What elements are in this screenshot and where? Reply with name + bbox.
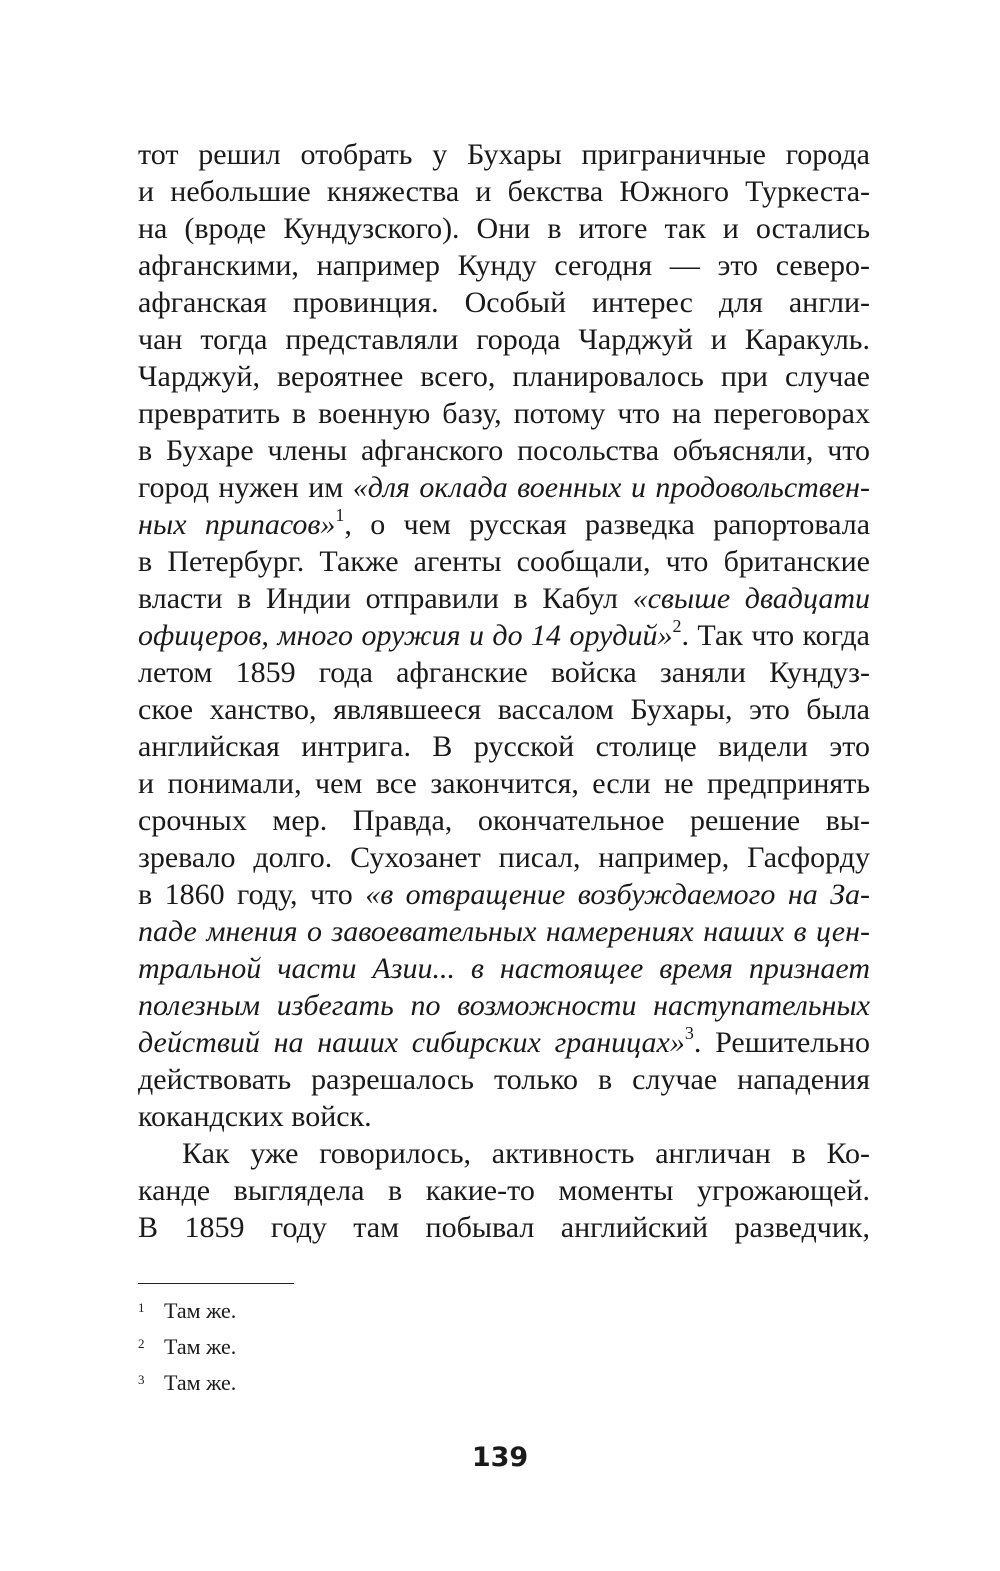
- text-line: [138, 987, 870, 1024]
- page-number: 139: [471, 1442, 529, 1473]
- text-run: кокандских войск.: [138, 1100, 372, 1133]
- text-run: действовать разрешалось только в случае нападения: [138, 1063, 870, 1096]
- body-text: [138, 136, 870, 1246]
- text-run: , о чем русская разведка рапортовала: [344, 508, 871, 541]
- footnote-item: [138, 1362, 538, 1398]
- text-run: афганская провинция. Особый интерес для англи-: [138, 286, 870, 319]
- quoted-italic-text: офицеров, много оружия и до 14 орудий»: [138, 619, 673, 652]
- text-line: [138, 395, 870, 432]
- text-run: летом 1859 года афганские войска заняли Кундуз-: [138, 656, 870, 689]
- footnote-item: [138, 1326, 538, 1362]
- footnote-divider: [138, 1283, 294, 1284]
- text-line: [138, 321, 870, 358]
- quoted-italic-text: «для оклада военных и продовольствен-: [352, 471, 871, 504]
- footnotes: [138, 1290, 538, 1398]
- text-line: [138, 728, 870, 765]
- footnote-reference: 3: [684, 1023, 694, 1043]
- footnote-number: 3: [138, 1372, 145, 1387]
- text-run: канде выглядела в какие-то моменты угрожающей.: [138, 1174, 870, 1207]
- text-line: [138, 543, 870, 580]
- text-run: ское ханство, являвшееся вассалом Бухары, это была: [138, 693, 870, 726]
- text-run: власти в Индии отправили в Кабул: [138, 582, 633, 615]
- text-line: [138, 247, 870, 284]
- text-run: В 1859 году там побывал английский разведчик,: [138, 1211, 870, 1244]
- footnote-reference: 2: [672, 616, 682, 636]
- text-line: [138, 691, 870, 728]
- quoted-italic-text: «свыше двадцати: [632, 582, 870, 615]
- text-line: [138, 284, 870, 321]
- text-line: [138, 1061, 870, 1098]
- text-run: Чарджуй, вероятнее всего, планировалось при случае: [138, 360, 870, 393]
- text-run: тот решил отобрать у Бухары приграничные города: [138, 138, 870, 171]
- text-line: [138, 765, 870, 802]
- text-run: срочных мер. Правда, окончательное решение вы-: [138, 804, 870, 837]
- text-run: и небольшие княжества и бекства Южного Туркеста-: [138, 175, 870, 208]
- quoted-italic-text: «в отвращение возбуждаемого на За-: [365, 878, 870, 911]
- footnote-text: Там же.: [164, 1334, 237, 1359]
- text-line: [138, 876, 870, 913]
- quoted-italic-text: ных припасов»: [138, 508, 336, 541]
- text-line: [138, 1098, 870, 1135]
- text-line: [138, 1172, 870, 1209]
- text-run: город нужен им: [138, 471, 353, 504]
- text-run: . Так что когда: [681, 619, 870, 652]
- quoted-italic-text: полезным избегать по возможности наступательных: [138, 989, 870, 1022]
- quoted-italic-text: действий на наших сибирских границах»: [138, 1026, 685, 1059]
- text-line: [138, 210, 870, 247]
- footnote-text: Там же.: [164, 1298, 237, 1323]
- text-line: [138, 913, 870, 950]
- text-run: в Петербург. Также агенты сообщали, что британские: [138, 545, 870, 578]
- footnote-item: [138, 1290, 538, 1326]
- text-run: Как уже говорилось, активность англичан в Ко-: [182, 1137, 870, 1170]
- text-line: [138, 617, 870, 654]
- text-line: [138, 506, 870, 543]
- text-line: [138, 1135, 870, 1172]
- text-line: [138, 950, 870, 987]
- text-run: и понимали, чем все закончится, если не предпринять: [138, 767, 870, 800]
- text-run: чан тогда представляли города Чарджуй и Каракуль.: [138, 323, 870, 356]
- text-run: в Бухаре члены афганского посольства объясняли, что: [138, 434, 870, 467]
- text-run: афганскими, например Кунду сегодня — это северо-: [138, 249, 870, 282]
- text-line: [138, 173, 870, 210]
- text-run: зревало долго. Сухозанет писал, например, Гасфорду: [138, 841, 870, 874]
- text-line: [138, 1209, 870, 1246]
- text-line: [138, 432, 870, 469]
- footnote-text: Там же.: [164, 1370, 237, 1395]
- text-line: [138, 654, 870, 691]
- text-run: на (вроде Кундузского). Они в итоге так и остались: [138, 212, 870, 245]
- text-line: [138, 802, 870, 839]
- text-run: превратить в военную базу, потому что на переговорах: [138, 397, 870, 430]
- quoted-italic-text: тральной части Азии... в настоящее время признает: [138, 952, 870, 985]
- footnote-reference: 1: [335, 505, 345, 525]
- text-line: [138, 358, 870, 395]
- quoted-italic-text: паде мнения о завоевательных намерениях наших в цен-: [138, 915, 870, 948]
- text-line: [138, 1024, 870, 1061]
- text-run: английская интрига. В русской столице видели это: [138, 730, 870, 763]
- text-line: [138, 580, 870, 617]
- text-line: [138, 469, 870, 506]
- footnote-number: 2: [138, 1336, 145, 1351]
- text-line: [138, 839, 870, 876]
- text-run: . Решительно: [693, 1026, 870, 1059]
- text-line: [138, 136, 870, 173]
- footnote-number: 1: [138, 1300, 145, 1315]
- text-run: в 1860 году, что: [138, 878, 366, 911]
